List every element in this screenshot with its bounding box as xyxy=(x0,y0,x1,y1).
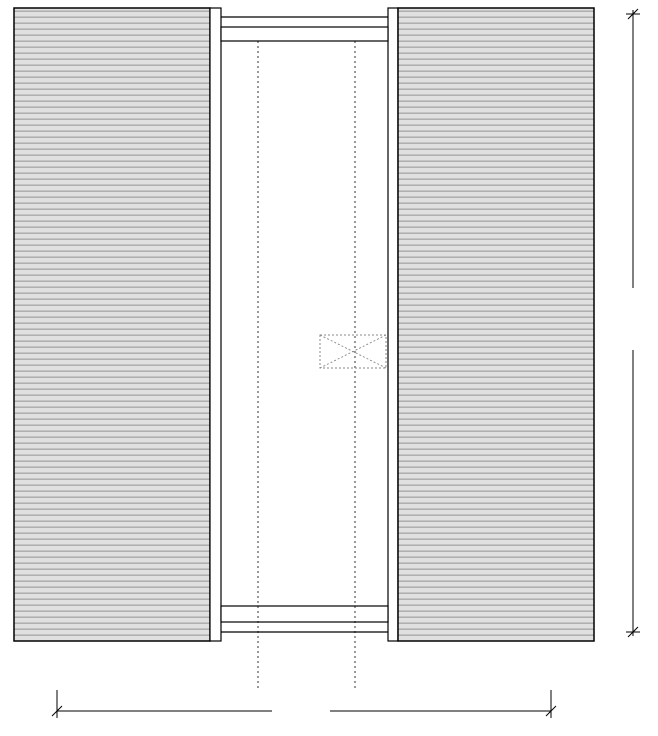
roof-hatch xyxy=(320,335,386,368)
top-beam xyxy=(221,27,388,41)
clearance-lines xyxy=(258,41,355,688)
left-roof-surface xyxy=(14,8,221,641)
height-dimension xyxy=(626,9,640,637)
attic-storage-area xyxy=(221,17,388,632)
right-roof-surface xyxy=(388,8,594,641)
bottom-beam xyxy=(221,606,388,622)
width-dimension xyxy=(52,690,556,718)
